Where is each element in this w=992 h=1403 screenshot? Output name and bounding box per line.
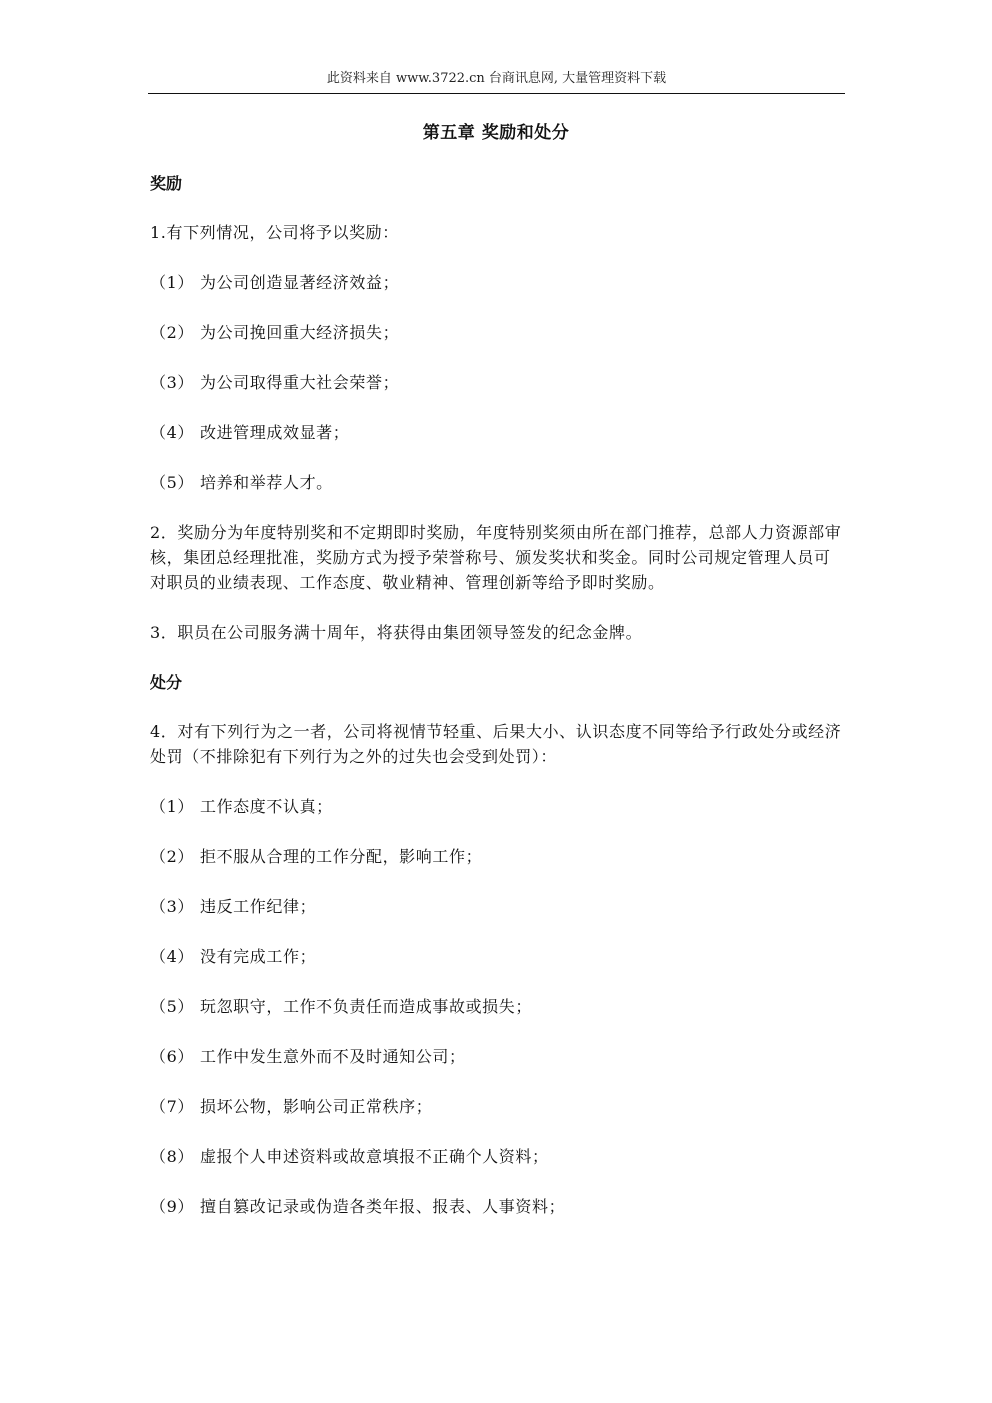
- item-number: （1）: [150, 273, 194, 292]
- item-number: （4）: [150, 947, 194, 966]
- item-text: 培养和举荐人才。: [199, 473, 333, 492]
- item-text: 没有完成工作；: [199, 947, 317, 966]
- item-number: （8）: [150, 1147, 194, 1166]
- reward-item-2: [150, 320, 842, 345]
- item-number: （2）: [150, 323, 194, 342]
- item-text: 为公司挽回重大经济损失；: [199, 323, 400, 342]
- paragraph-4: 4．对有下列行为之一者，公司将视情节轻重、后果大小、认识态度不同等给予行政处分或经济处罚（不排除犯有下列行为之外的过失也会受到处罚）：: [150, 722, 842, 766]
- item-text: 为公司取得重大社会荣誉；: [199, 373, 400, 392]
- reward-item-4: [150, 420, 842, 445]
- item-number: （4）: [150, 423, 194, 442]
- item-text: 改进管理成效显著；: [199, 423, 350, 442]
- item-number: （6）: [150, 1047, 194, 1066]
- item-text: 违反工作纪律；: [199, 897, 317, 916]
- penalty-item-5: [150, 994, 842, 1019]
- item-number: （5）: [150, 997, 194, 1016]
- reward-item-1: [150, 270, 842, 295]
- item-number: （3）: [150, 897, 194, 916]
- item-number: （9）: [150, 1197, 194, 1216]
- item-number: （2）: [150, 847, 194, 866]
- item-text: 为公司创造显著经济效益；: [199, 273, 400, 292]
- paragraph-1: 1.有下列情况，公司将予以奖励：: [150, 223, 399, 242]
- section-heading-penalties: 处分: [150, 673, 183, 692]
- penalty-item-9: [150, 1194, 842, 1219]
- item-number: （7）: [150, 1097, 194, 1116]
- document-body: [150, 120, 842, 1244]
- header-divider: [148, 93, 845, 94]
- reward-item-3: [150, 370, 842, 395]
- chapter-title: 第五章 奖励和处分: [422, 123, 570, 143]
- penalty-item-2: [150, 844, 842, 869]
- paragraph-2: 2．奖励分为年度特别奖和不定期即时奖励，年度特别奖须由所在部门推荐，总部人力资源部审核，集团总经理批准，奖励方式为授予荣誉称号、颁发奖状和奖金。同时公司规定管理人员可对职员的业绩表现、工作态度、敬业精神、管理创新等给予即时奖励。: [150, 523, 842, 592]
- section-heading-rewards: 奖励: [150, 174, 183, 193]
- penalty-item-3: [150, 894, 842, 919]
- penalty-item-8: [150, 1144, 842, 1169]
- item-text: 拒不服从合理的工作分配，影响工作；: [199, 847, 483, 866]
- item-text: 损坏公物，影响公司正常秩序；: [199, 1097, 433, 1116]
- item-text: 虚报个人申述资料或故意填报不正确个人资料；: [199, 1147, 549, 1166]
- penalty-item-4: [150, 944, 842, 969]
- penalty-item-7: [150, 1094, 842, 1119]
- reward-item-5: [150, 470, 842, 495]
- item-number: （3）: [150, 373, 194, 392]
- item-text: 工作中发生意外而不及时通知公司；: [199, 1047, 466, 1066]
- item-text: 玩忽职守，工作不负责任而造成事故或损失；: [199, 997, 532, 1016]
- item-text: 工作态度不认真；: [199, 797, 333, 816]
- item-text: 擅自篡改记录或伪造各类年报、报表、人事资料；: [199, 1197, 566, 1216]
- penalty-item-6: [150, 1044, 842, 1069]
- penalty-item-1: [150, 794, 842, 819]
- item-number: （1）: [150, 797, 194, 816]
- item-number: （5）: [150, 473, 194, 492]
- paragraph-3: 3．职员在公司服务满十周年，将获得由集团领导签发的纪念金牌。: [150, 623, 643, 642]
- page-header-source: 此资料来自 www.3722.cn 台商讯息网, 大量管理资料下载: [326, 71, 667, 86]
